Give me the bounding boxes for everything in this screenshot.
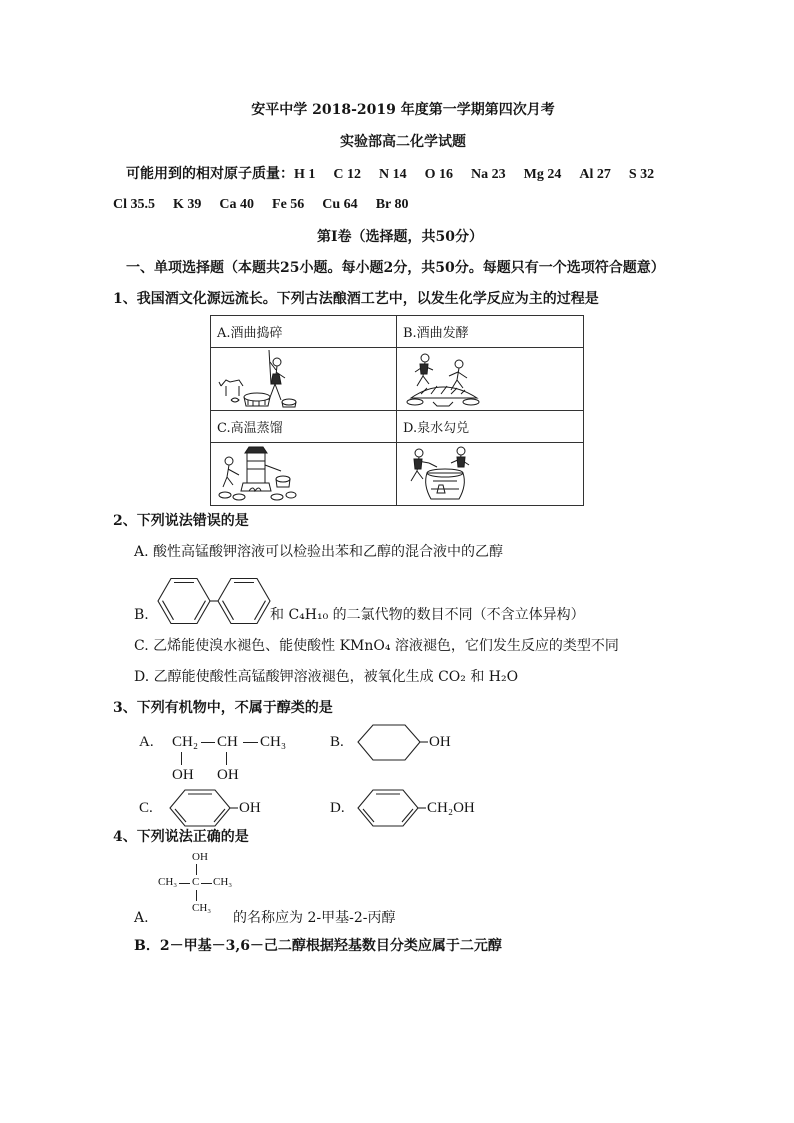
chain-group: CH₂: [172, 734, 199, 750]
option-cell-b: [397, 316, 584, 348]
section-title: 第Ⅰ卷（选择题，共50分）: [316, 229, 484, 245]
option-image-cell-d: [397, 443, 584, 506]
option-cell-d: [397, 411, 584, 443]
single-bond: [201, 883, 212, 884]
spring-water-blending-illustration: [403, 445, 483, 503]
single-bond: [179, 883, 190, 884]
question-3-option-d-letter: D.: [330, 800, 345, 816]
cyclohexane-ring-icon: [356, 724, 430, 762]
option-d-label: D.泉水勾兑: [403, 421, 470, 436]
question-4-option-b: B．2－甲基－3,6－己二醇根据羟基数目分类应属于二元醇: [134, 938, 502, 954]
hydroxyl-group: OH: [429, 734, 451, 750]
hydroxyl-group: OH: [192, 851, 208, 863]
atomic-mass-line-1: [126, 166, 654, 183]
atomic-mass-item: S 32: [628, 167, 655, 182]
atomic-mass-item: Al 27: [579, 167, 611, 182]
atomic-mass-item: N 14: [379, 167, 407, 182]
question-2-option-c: C. 乙烯能使溴水褪色、能使酸性 KMnO₄ 溶液褪色，它们发生反应的类型不同: [134, 638, 619, 654]
question-4-option-a-text: 的名称应为 2-甲基-2-丙醇: [233, 910, 396, 926]
atomic-mass-item: K 39: [173, 197, 202, 212]
chain-group: CH₃: [213, 876, 233, 888]
single-bond: [226, 752, 227, 765]
option-a-label: A.酒曲捣碎: [217, 326, 283, 341]
option-cell-c: [211, 411, 397, 443]
question-2-option-b-text: 和 C₄H₁₀ 的二氯代物的数目不同（不含立体异构）: [270, 607, 585, 623]
question-1-options-table: [210, 315, 584, 506]
single-bond: [181, 752, 182, 765]
atomic-mass-item: C 12: [333, 167, 362, 182]
question-2-stem: 2、下列说法错误的是: [113, 513, 249, 529]
question-3-option-a-letter: A.: [139, 734, 154, 750]
atomic-mass-line-2: [113, 197, 409, 213]
hydroxyl-group: OH: [172, 767, 194, 783]
chain-group: C: [192, 876, 200, 888]
exam-title: 安平中学 2018-2019 年度第一学期第四次月考: [251, 102, 555, 118]
high-temperature-distilling-illustration: [217, 445, 297, 503]
question-3-option-b-letter: B.: [330, 734, 344, 750]
single-bond: [196, 864, 197, 875]
chain-group: CH₃: [260, 734, 287, 750]
atomic-mass-item: Na 23: [471, 167, 506, 182]
option-image-cell-a: [211, 348, 397, 411]
biphenyl-structure-icon: [156, 575, 272, 627]
atomic-mass-item: Cu 64: [322, 197, 358, 212]
atomic-mass-item: O 16: [424, 167, 454, 182]
single-bond: [243, 742, 258, 743]
option-b-label: B.酒曲发酵: [403, 326, 469, 341]
question-3-option-c-letter: C.: [139, 800, 153, 816]
chain-group: CH: [217, 734, 238, 750]
chain-group: CH₃: [192, 902, 212, 914]
benzene-ring-icon: [168, 788, 240, 830]
atomic-mass-label: 可能用到的相对原子质量：: [126, 166, 294, 182]
wine-starter-crushing-illustration: [217, 350, 297, 408]
question-4-option-a-letter: A.: [134, 910, 149, 926]
atomic-mass-item: Ca 40: [219, 197, 255, 212]
hydroxyl-group: OH: [217, 767, 239, 783]
atomic-mass-item: Fe 56: [272, 197, 305, 212]
chain-group: CH₃: [158, 876, 178, 888]
atomic-mass-item: Br 80: [375, 197, 409, 212]
exam-subtitle: 实验部高二化学试题: [340, 134, 466, 150]
question-1-stem: 1、我国酒文化源远流长。下列古法酿酒工艺中，以发生化学反应为主的过程是: [113, 291, 599, 307]
question-3-stem: 3、下列有机物中，不属于醇类的是: [113, 700, 333, 716]
atomic-mass-item: Cl 35.5: [113, 197, 155, 212]
option-cell-a: [211, 316, 397, 348]
atomic-mass-item: H 1: [294, 167, 316, 182]
question-2-option-d: D. 乙醇能使酸性高锰酸钾溶液褪色，被氧化生成 CO₂ 和 H₂O: [134, 669, 519, 685]
single-bond: [196, 890, 197, 901]
benzene-ring-icon: [356, 788, 428, 830]
atomic-mass-item: Mg 24: [523, 167, 562, 182]
question-4-stem: 4、下列说法正确的是: [113, 829, 249, 845]
option-image-cell-b: [397, 348, 584, 411]
section-instructions: 一、单项选择题（本题共25小题。每小题2分，共50分。每题只有一个选项符合题意）: [126, 260, 665, 276]
question-2-option-b-letter: B.: [134, 607, 149, 623]
single-bond: [201, 742, 215, 743]
hydroxyl-group: OH: [239, 800, 261, 816]
option-c-label: C.高温蒸馏: [217, 421, 283, 436]
option-image-cell-c: [211, 443, 397, 506]
question-2-option-a: A. 酸性高锰酸钾溶液可以检验出苯和乙醇的混合液中的乙醇: [134, 544, 504, 560]
wine-starter-fermenting-illustration: [403, 350, 483, 408]
hydroxymethyl-group: CH₂OH: [427, 800, 475, 816]
